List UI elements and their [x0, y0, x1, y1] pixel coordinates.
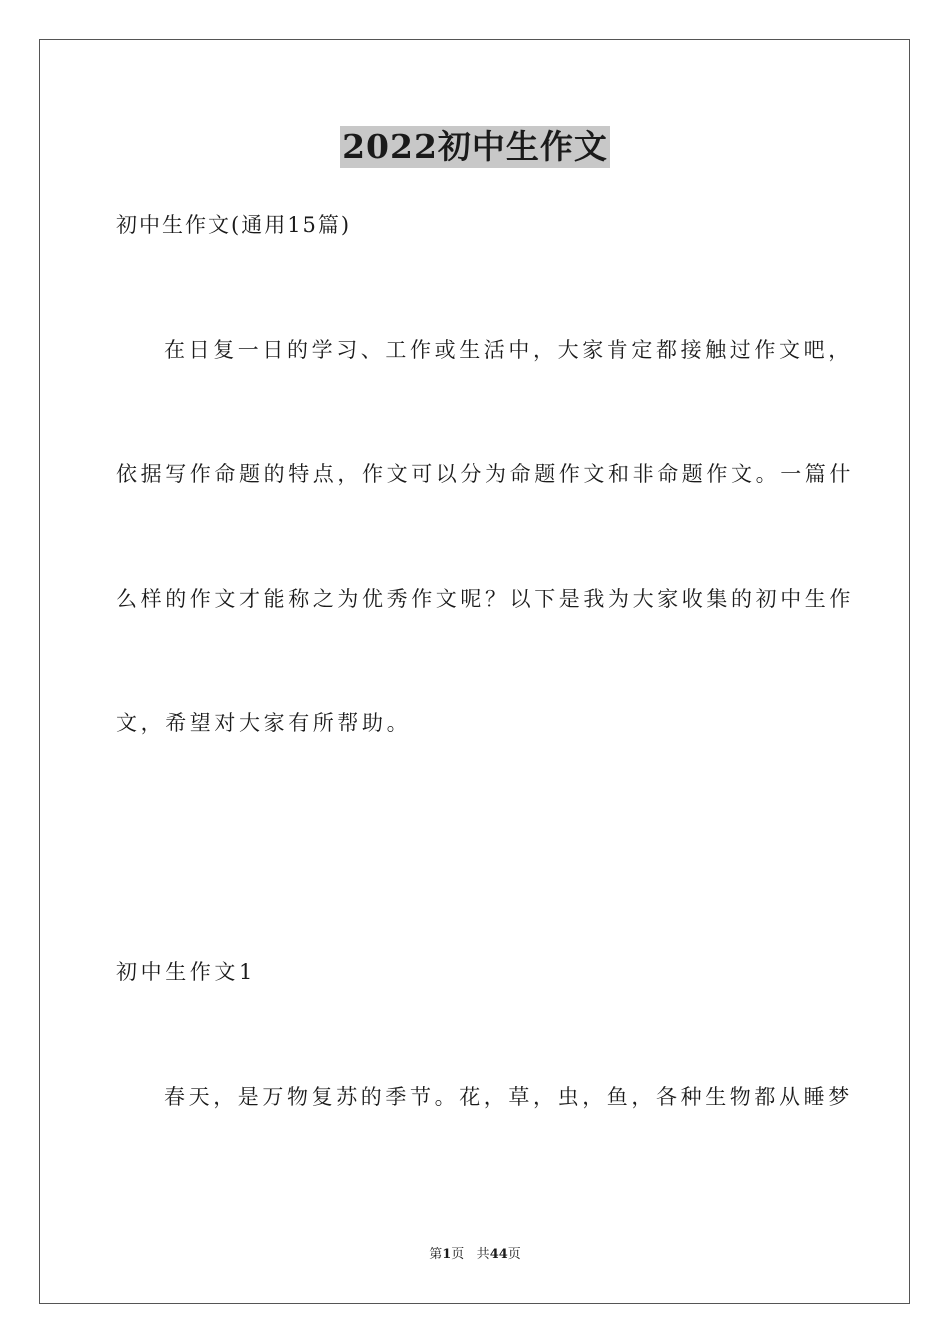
section-heading: 初中生作文1 — [116, 960, 256, 984]
footer-total-prefix: 共 — [476, 1247, 490, 1262]
footer-total-suffix: 页 — [507, 1247, 521, 1262]
document-subtitle: 初中生作文(通用15篇) — [116, 213, 352, 237]
footer-total-pages: 44 — [489, 1247, 508, 1262]
title-container — [0, 126, 950, 168]
footer-page-suffix: 页 — [451, 1247, 465, 1262]
document-title: 2022初中生作文 — [342, 127, 608, 166]
footer-page-prefix: 第 — [429, 1247, 443, 1262]
paragraph-line: 春天，是万物复苏的季节。花，草，虫，鱼，各种生物都从睡梦 — [164, 1085, 853, 1109]
paragraph-line: 文，希望对大家有所帮助。 — [116, 711, 412, 735]
footer-page-number: 1 — [442, 1247, 452, 1262]
paragraph-line: 依据写作命题的特点，作文可以分为命题作文和非命题作文。一篇什 — [116, 462, 854, 486]
paragraph-line: 在日复一日的学习、工作或生活中，大家肯定都接触过作文吧， — [164, 338, 853, 362]
paragraph-line: 么样的作文才能称之为优秀作文呢？以下是我为大家收集的初中生作 — [116, 587, 854, 611]
page-footer — [0, 1246, 950, 1264]
